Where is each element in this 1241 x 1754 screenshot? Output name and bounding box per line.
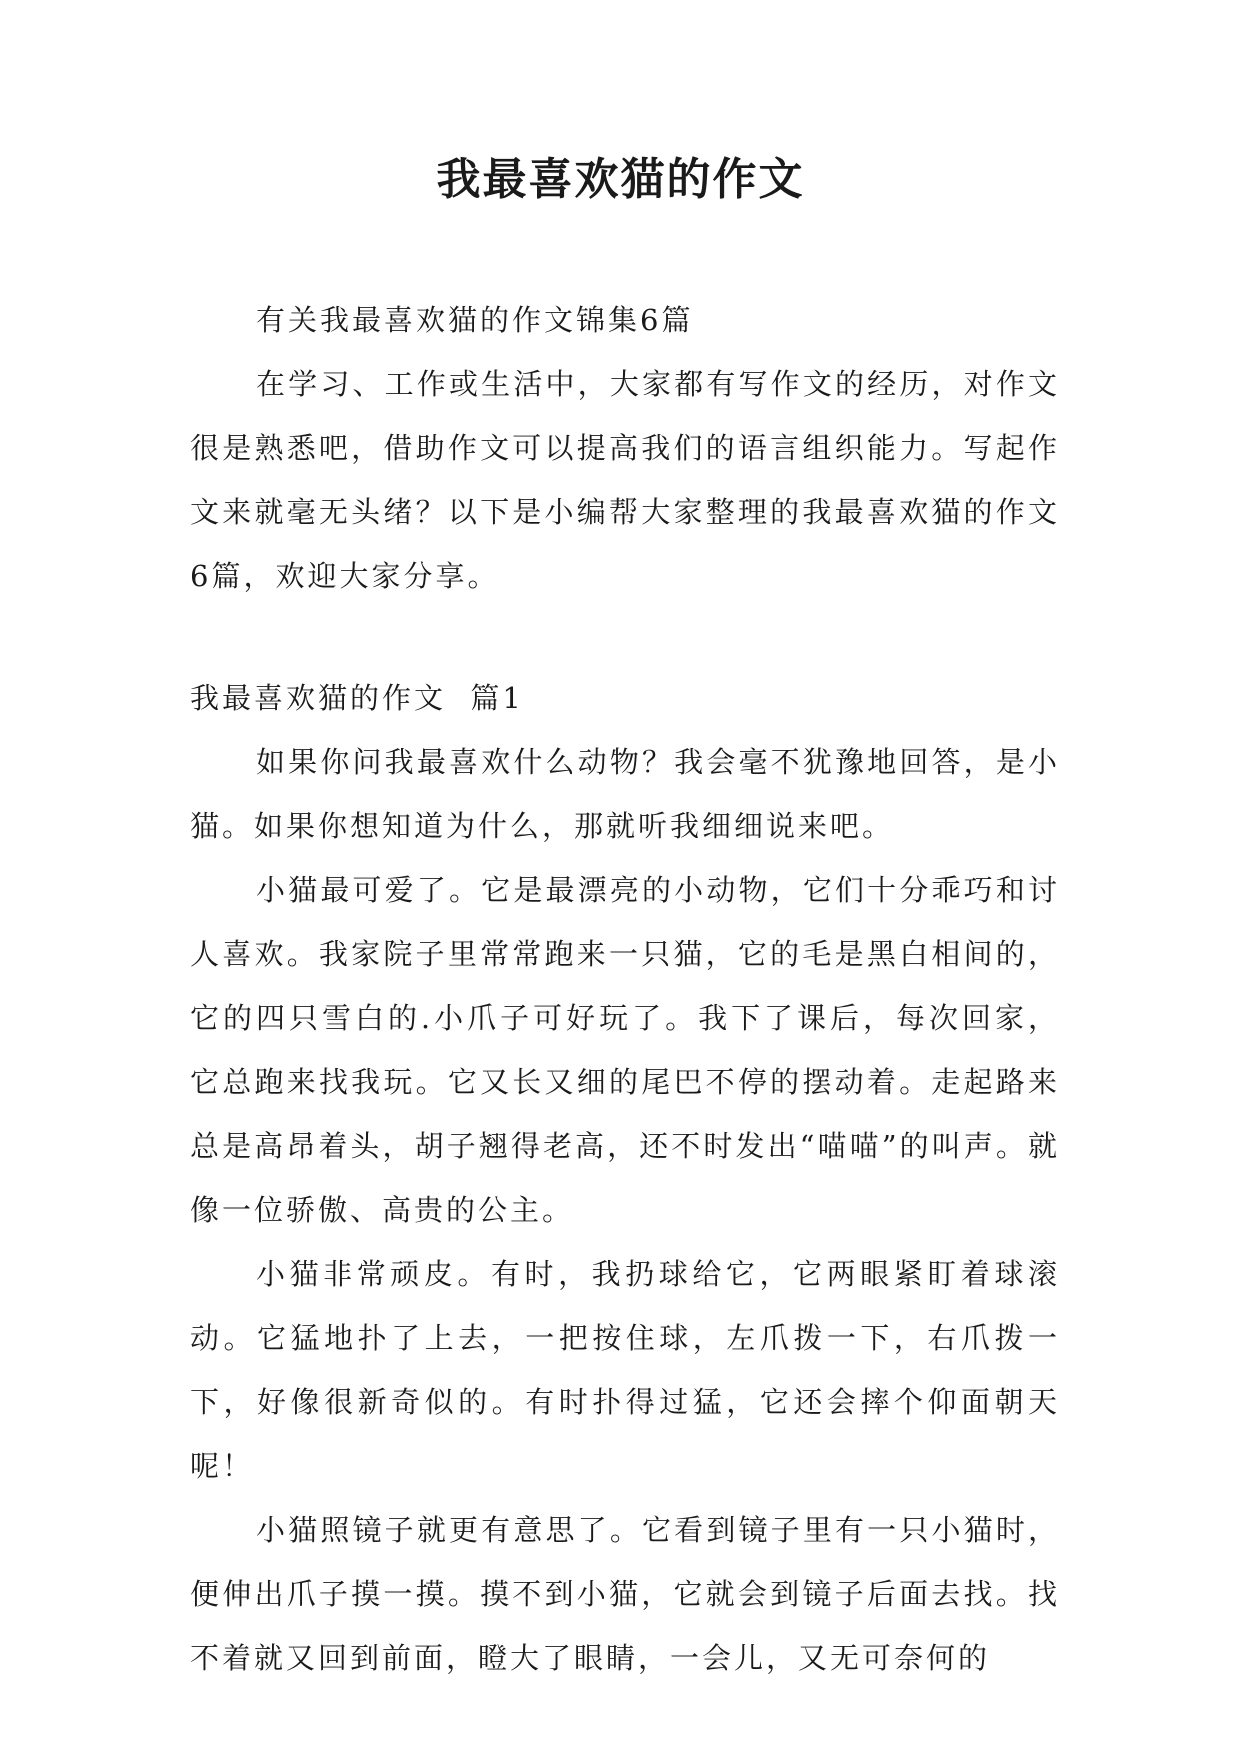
- section-paragraph: 小猫照镜子就更有意思了。它看到镜子里有一只小猫时，便伸出爪子摸一摸。摸不到小猫，它就会到镜子后面去找。找不着就又回到前面，瞪大了眼睛，一会儿，又无可奈何的: [190, 1513, 1060, 1675]
- section-paragraph: 如果你问我最喜欢什么动物？我会毫不犹豫地回答，是小猫。如果你想知道为什么，那就听我细细说来吧。: [190, 745, 1060, 843]
- intro-subtitle: 有关我最喜欢猫的作文锦集6篇: [256, 303, 694, 337]
- section-paragraph: 小猫非常顽皮。有时，我扔球给它，它两眼紧盯着球滚动。它猛地扑了上去，一把按住球，左爪拨一下，右爪拨一下，好像很新奇似的。有时扑得过猛，它还会摔个仰面朝天呢！: [190, 1257, 1060, 1483]
- section-spacer: [190, 608, 1060, 666]
- document-title: 我最喜欢猫的作文: [436, 154, 805, 205]
- section-paragraph: 小猫最可爱了。它是最漂亮的小动物，它们十分乖巧和讨人喜欢。我家院子里常常跑来一只猫，它的毛是黑白相间的，它的四只雪白的.小爪子可好玩了。我下了课后，每次回家，它总跑来找我玩。它又长又细的尾巴不停的摆动着。走起路来总是高昂着头，胡子翘得老高，还不时发出“喵喵”的叫声。就像一位骄傲、高贵的公主。: [190, 873, 1060, 1227]
- document-body: [190, 288, 1060, 1690]
- intro-paragraph: 在学习、工作或生活中，大家都有写作文的经历，对作文很是熟悉吧，借助作文可以提高我们的语言组织能力。写起作文来就毫无头绪？以下是小编帮大家整理的我最喜欢猫的作文6篇，欢迎大家分享。: [190, 367, 1060, 593]
- section-heading: 我最喜欢猫的作文 篇1: [190, 681, 524, 715]
